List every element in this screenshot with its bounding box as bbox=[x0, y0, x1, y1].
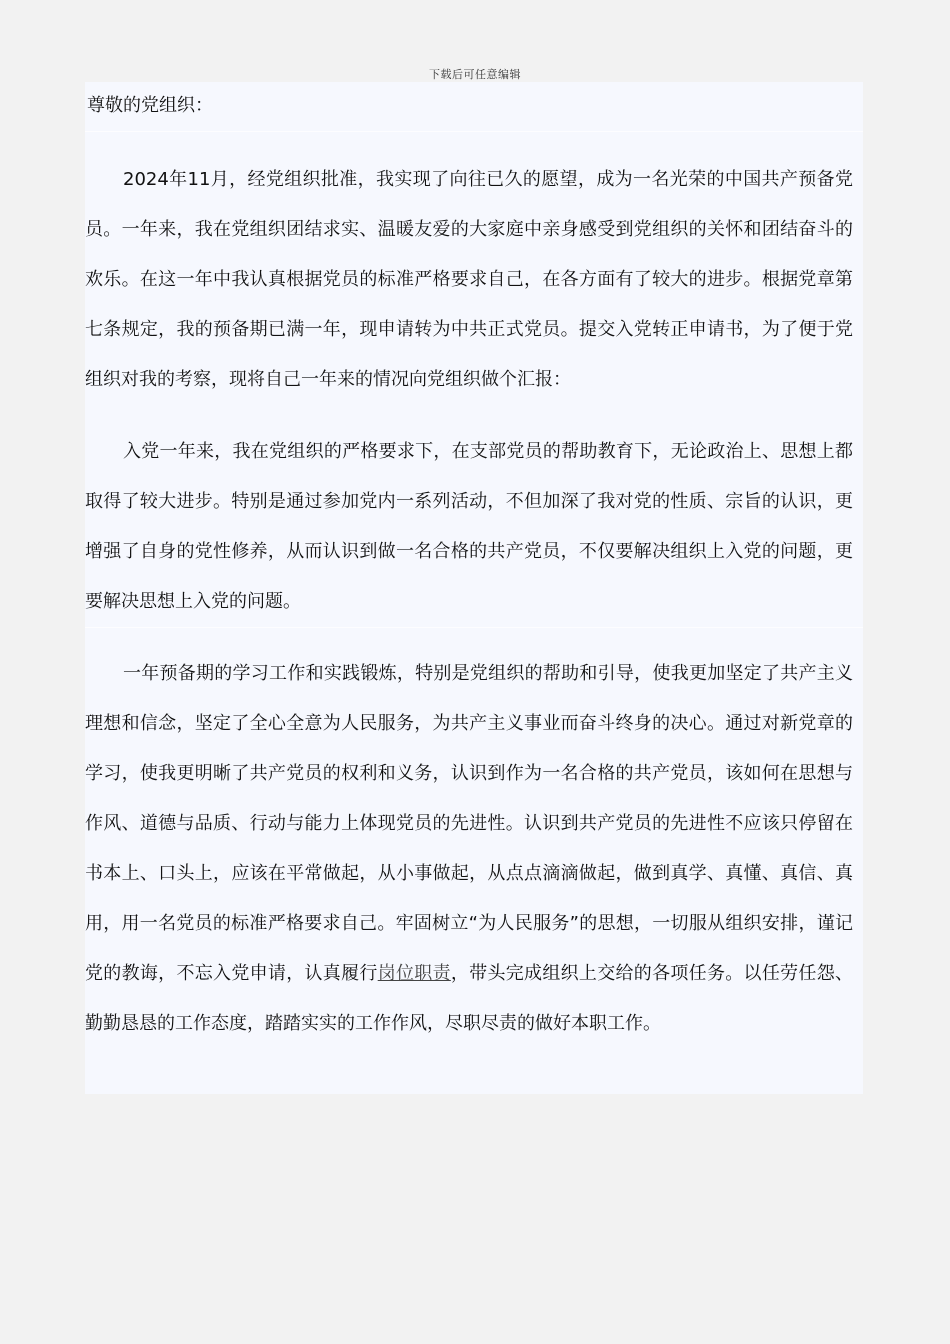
section-divider bbox=[85, 627, 863, 628]
paragraph-3-text-before: 一年预备期的学习工作和实践锻炼，特别是党组织的帮助和引导，使我更加坚定了共产主义理想和信念，坚定了全心全意为人民服务，为共产主义事业而奋斗终身的决心。通过对新党章的学习，使我更明晰了共产党员的权利和义务，认识到作为一名合格的共产党员，该如何在思想与作风、道德与品质、行动与能力上体现党员的先进性。认识到共产党员的先进性不应该只停留在书本上、口头上，应该在平常做起，从小事做起，从点点滴滴做起，做到真学、真懂、真信、真用，用一名党员的标准严格要求自己。牢固树立“为人民服务”的思想，一切服从组织安排，谨记党的教诲，不忘入党申请，认真履行 bbox=[85, 663, 853, 984]
salutation: 尊敬的党组织： bbox=[87, 95, 213, 116]
section-divider bbox=[85, 131, 863, 132]
document-body bbox=[85, 82, 863, 1094]
paragraph-1: 2024年11月，经党组织批准，我实现了向往已久的愿望，成为一名光荣的中国共产预备党员。一年来，我在党组织团结求实、温暖友爱的大家庭中亲身感受到党组织的关怀和团结奋斗的欢乐。在这一年中我认真根据党员的标准严格要求自己，在各方面有了较大的进步。根据党章第七条规定，我的预备期已满一年，现申请转为中共正式党员。提交入党转正申请书，为了便于党组织对我的考察，现将自己一年来的情况向党组织做个汇报： bbox=[85, 169, 853, 390]
paragraph-3 bbox=[85, 649, 853, 1049]
job-duty-link[interactable]: 岗位职责 bbox=[377, 963, 451, 984]
header-note: 下载后可任意编辑 bbox=[429, 68, 521, 81]
paragraph-3-text-after: ，带头完成组织上交给的各项任务。以任劳任怨、勤勤恳恳的工作态度，踏踏实实的工作作风，尽职尽责的做好本职工作。 bbox=[85, 963, 854, 1034]
paragraph-2: 入党一年来，我在党组织的严格要求下，在支部党员的帮助教育下，无论政治上、思想上都取得了较大进步。特别是通过参加党内一系列活动，不但加深了我对党的性质、宗旨的认识，更增强了自身的党性修养，从而认识到做一名合格的共产党员，不仅要解决组织上入党的问题，更要解决思想上入党的问题。 bbox=[85, 441, 853, 612]
